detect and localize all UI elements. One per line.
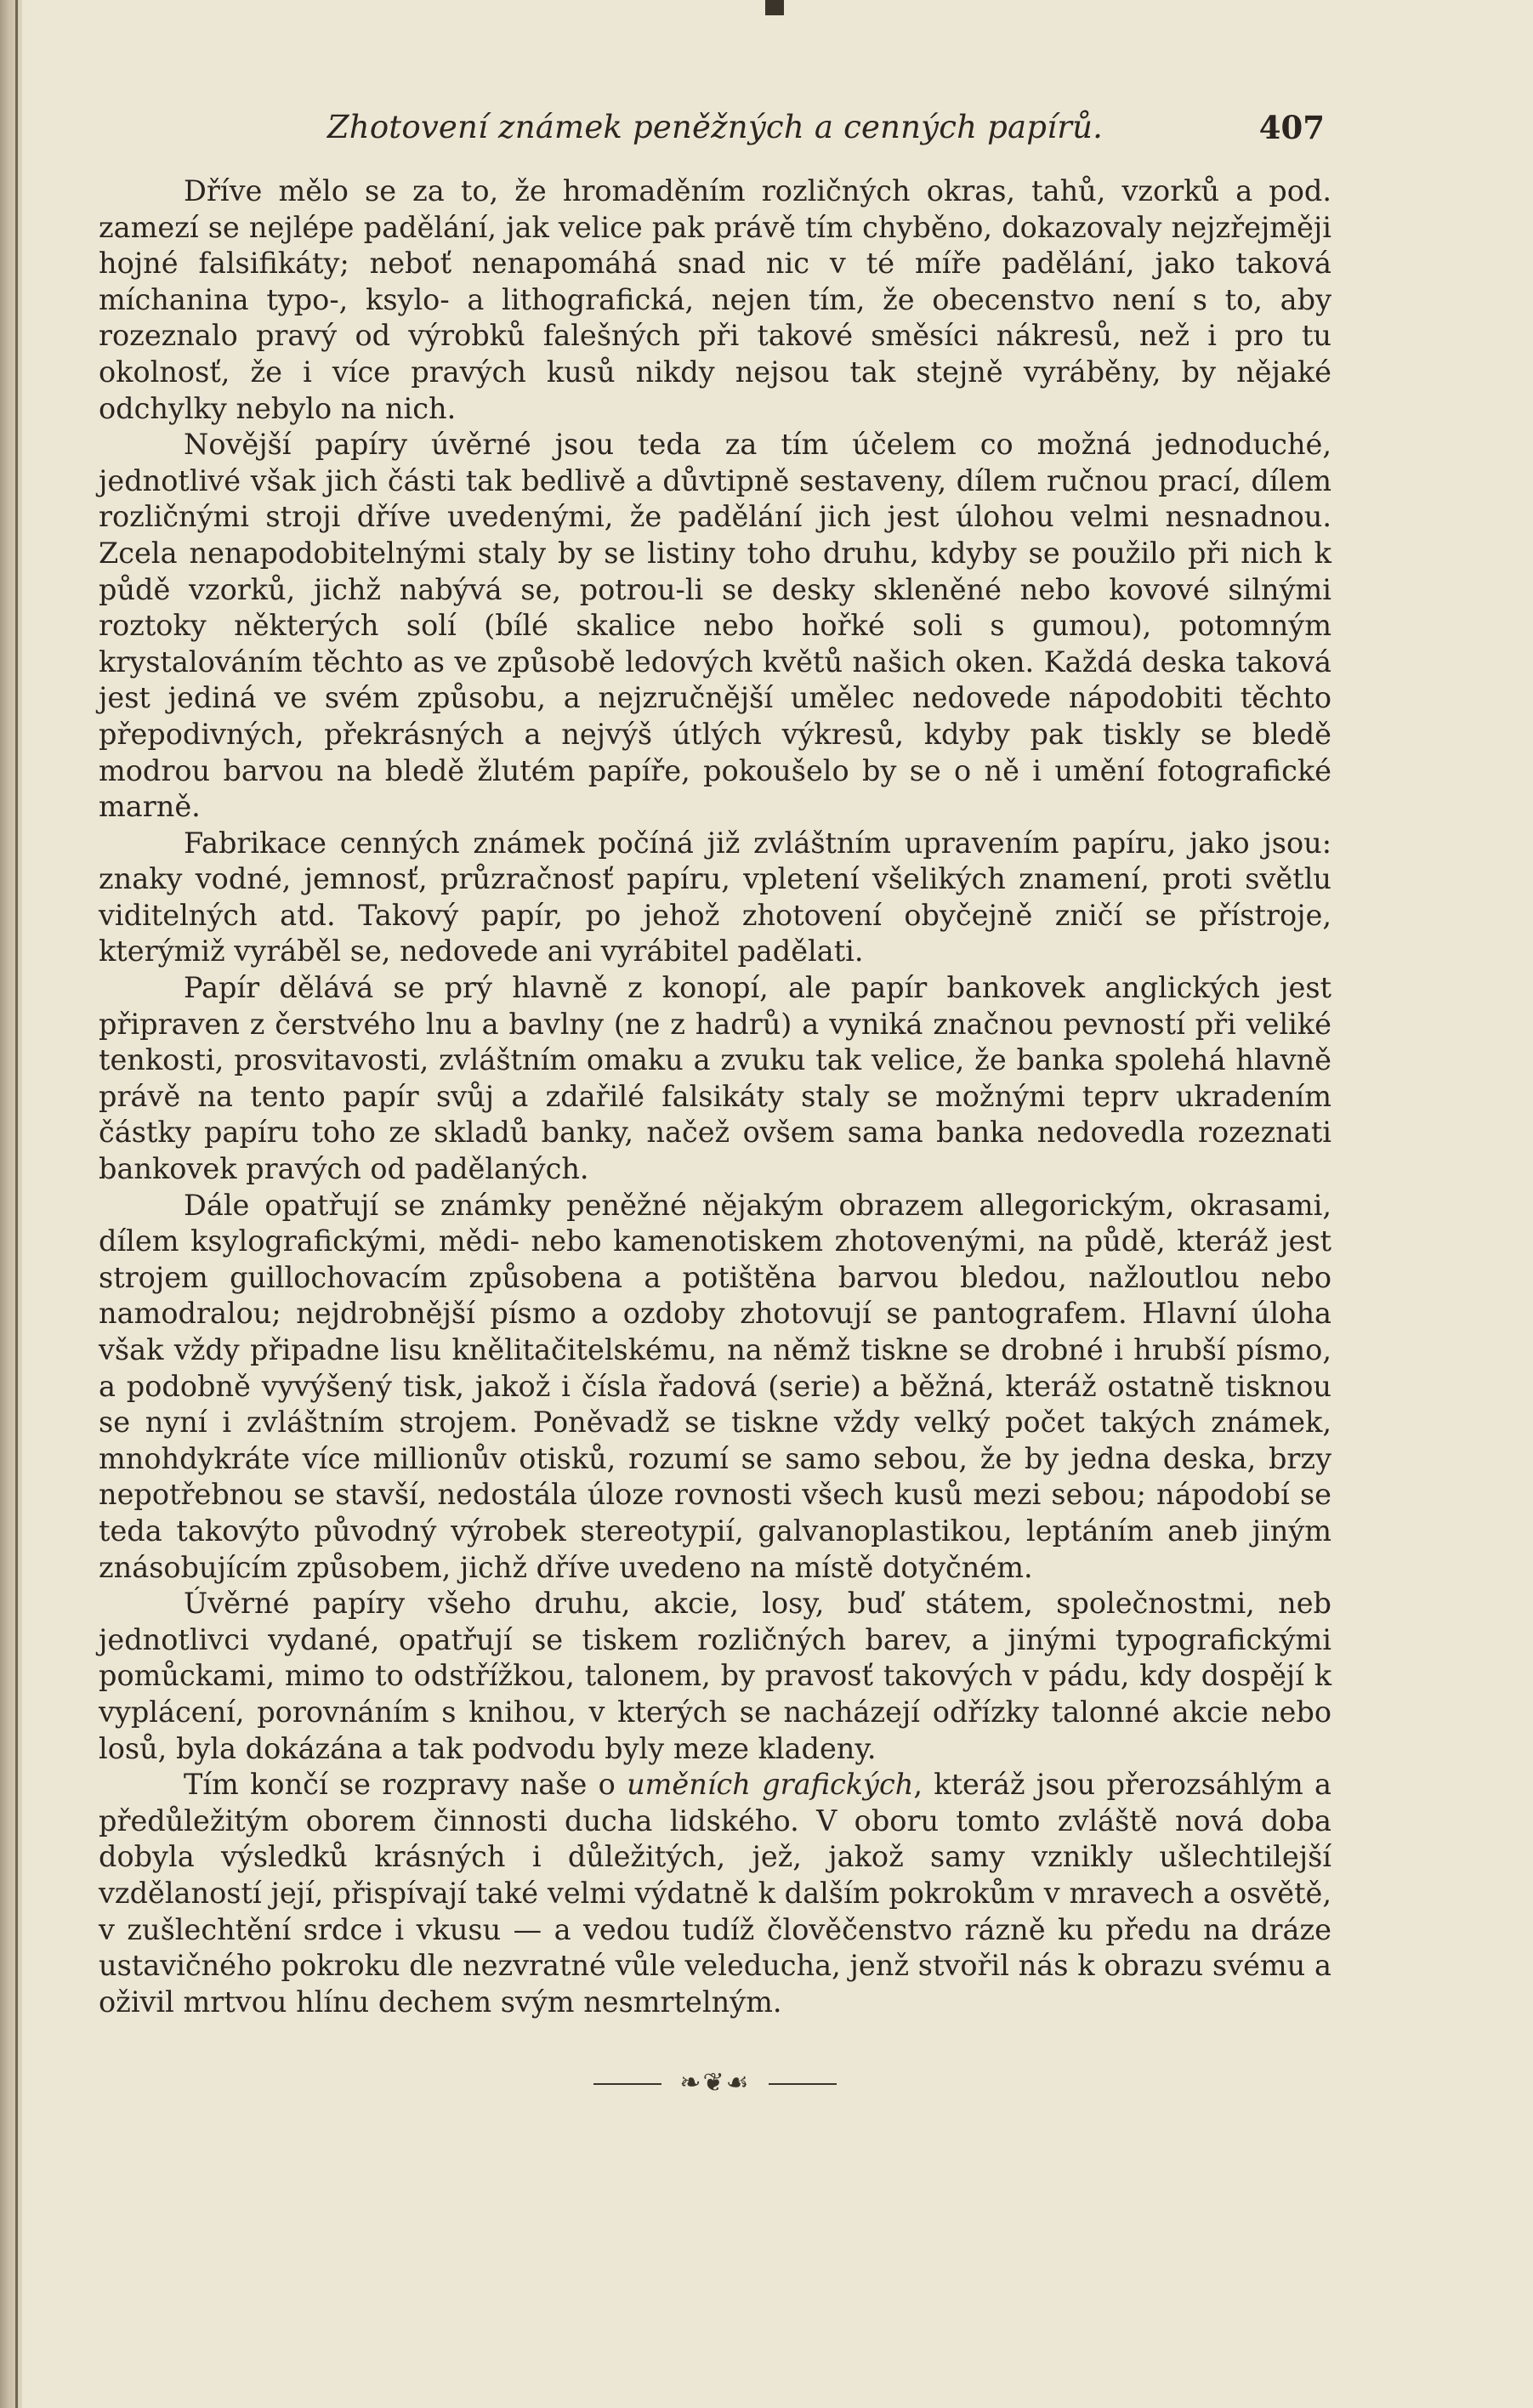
paragraph-4: Papír dělává se prý hlavně z konopí, ale papír bankovek anglických jest připraven z čerstvého lnu a bavlny (ne z hadrů) a vyniká značnou pevností při veliké tenkosti, prosvitavosti, zvláštním omaku a zvuku tak velice, že banka spolehá hlavně právě na tento papír svůj a zdařilé falsikáty staly se možnými teprv ukradením částky papíru toho ze skladů banky, načež ovšem sama banka nedovedla rozeznati bankovek pravých od padělaných. [99, 971, 1331, 1186]
ornament-glyph: ❧❦☙ [679, 2068, 751, 2098]
paragraph-7-italic: uměních grafických [627, 1768, 914, 1802]
running-title: Zhotovení známek peněžných a cenných papírů. [326, 109, 1104, 145]
binding-line [15, 0, 18, 2408]
paragraph-6: Úvěrné papíry všeho druhu, akcie, losy, buď státem, společnostmi, neb jednotlivci vydané, opatřují se tiskem rozličných barev, a jinými typografickými pomůckami, mimo to odstřížkou, talonem, by pravosť takových v pádu, kdy dospějí k vyplácení, porovnáním s knihou, v kterých se nacházejí odřízky talonné akcie nebo losů, byla dokázána a tak podvodu byly meze kladeny. [99, 1587, 1331, 1765]
paragraph-7 [99, 1767, 1331, 2020]
book-page [99, 109, 1331, 2320]
top-notch-mark [765, 0, 784, 15]
paragraph-3: Fabrikace cenných známek počíná již zvláštním upravením papíru, jako jsou: znaky vodné, jemnosť, průzračnosť papíru, vpletení všelikých znamení, proti světlu viditelných atd. Takový papír, po jehož zhotovení obyčejně zničí se přístroje, kterýmiž vyráběl se, nedovede ani vyrábitel padělati. [99, 826, 1331, 968]
page-binding-edge [0, 0, 22, 2408]
paragraph-7-start: Tím končí se rozpravy naše o [184, 1768, 627, 1802]
paragraph-7-end: , kteráž jsou přerozsáhlým a předůležitým oborem činnosti ducha lidského. V oboru tomto zvláště nová doba dobyla výsledků krásných i důležitých, jež, jakož samy vznikly ušlechtilejší vzdělaností její, přispívají také velmi výdatně k dalším pokrokům v mravech a osvětě, v zušlechtění srdce i vkusu — a vedou tudíž člověčenstvo rázně ku předu na dráze ustavičného pokroku dle nezvratné vůle veleducha, jenž stvořil nás k obrazu svému a oživil mrtvou hlínu dechem svým nesmrtelným. [99, 1768, 1331, 2019]
ornament-line-left [593, 2083, 661, 2085]
page-header [99, 109, 1331, 170]
paragraph-5: Dále opatřují se známky peněžné nějakým obrazem allegorickým, okrasami, dílem ksylografickými, mědi- nebo kamenotiskem zhotovenými, na půdě, kteráž jest strojem guillochovacím způsobena a potištěna barvou bledou, nažloutlou nebo namodralou; nejdrobnější písmo a ozdoby zhotovují se pantografem. Hlavní úloha však vždy připadne lisu knělitačitelskému, na němž tiskne se drobné i hrubší písmo, a podobně vyvýšený tisk, jakož i čísla řadová (serie) a běžná, kteráž ostatně tisknou se nyní i zvláštním strojem. Poněvadž se tiskne vždy velký počet takých známek, mnohdykráte více millionův otisků, rozumí se samo sebou, že by jedna deska, brzy nepotřebnou se stavší, nedostála úloze rovnosti všech kusů mezi sebou; nápodobí se teda takovýto původný výrobek stereotypií, galvanoplastikou, leptáním aneb jiným znásobujícím způsobem, jichž dříve uvedeno na místě dotyčném. [99, 1188, 1331, 1584]
paragraph-2: Novější papíry úvěrné jsou teda za tím účelem co možná jednoduché, jednotlivé však jich části tak bedlivě a důvtipně sestaveny, dílem ručnou prací, dílem rozličnými stroji dříve uvedenými, že padělání jich jest úlohou velmi nesnadnou. Zcela nenapodobitelnými staly by se listiny toho druhu, kdyby se použilo při nich k půdě vzorků, jichž nabývá se, potrou-li se desky skleněné nebo kovové silnými roztoky některých solí (bílé skalice nebo hořké soli s gumou), potomným krystalováním těchto as ve způsobě ledových květů našich oken. Každá deska taková jest jediná ve svém způsobu, a nejzručnější umělec nedovede nápodobiti těchto přepodivných, překrásných a nejvýš útlých výkresů, kdyby pak tiskly se bledě modrou barvou na bledě žlutém papíře, pokoušelo by se o ně i umění fotografické marně. [99, 428, 1331, 824]
body-text [99, 173, 1331, 2020]
ornament-divider [99, 2068, 1331, 2098]
page-number: 407 [1258, 109, 1325, 146]
ornament-line-right [769, 2083, 837, 2085]
paragraph-1: Dříve mělo se za to, že hromaděním rozličných okras, tahů, vzorků a pod. zamezí se nejlépe padělání, jak velice pak právě tím chyběno, dokazovaly nejzřejměji hojné falsifikáty; neboť nenapomáhá snad nic v té míře padělání, jako taková míchanina typo-, ksylo- a lithografická, nejen tím, že obecenstvo není s to, aby rozeznalo pravý od výrobků falešných při takové směsíci nákresů, než i pro tu okolnosť, že i více pravých kusů nikdy nejsou tak stejně vyráběny, by nějaké odchylky nebylo na nich. [99, 174, 1331, 425]
